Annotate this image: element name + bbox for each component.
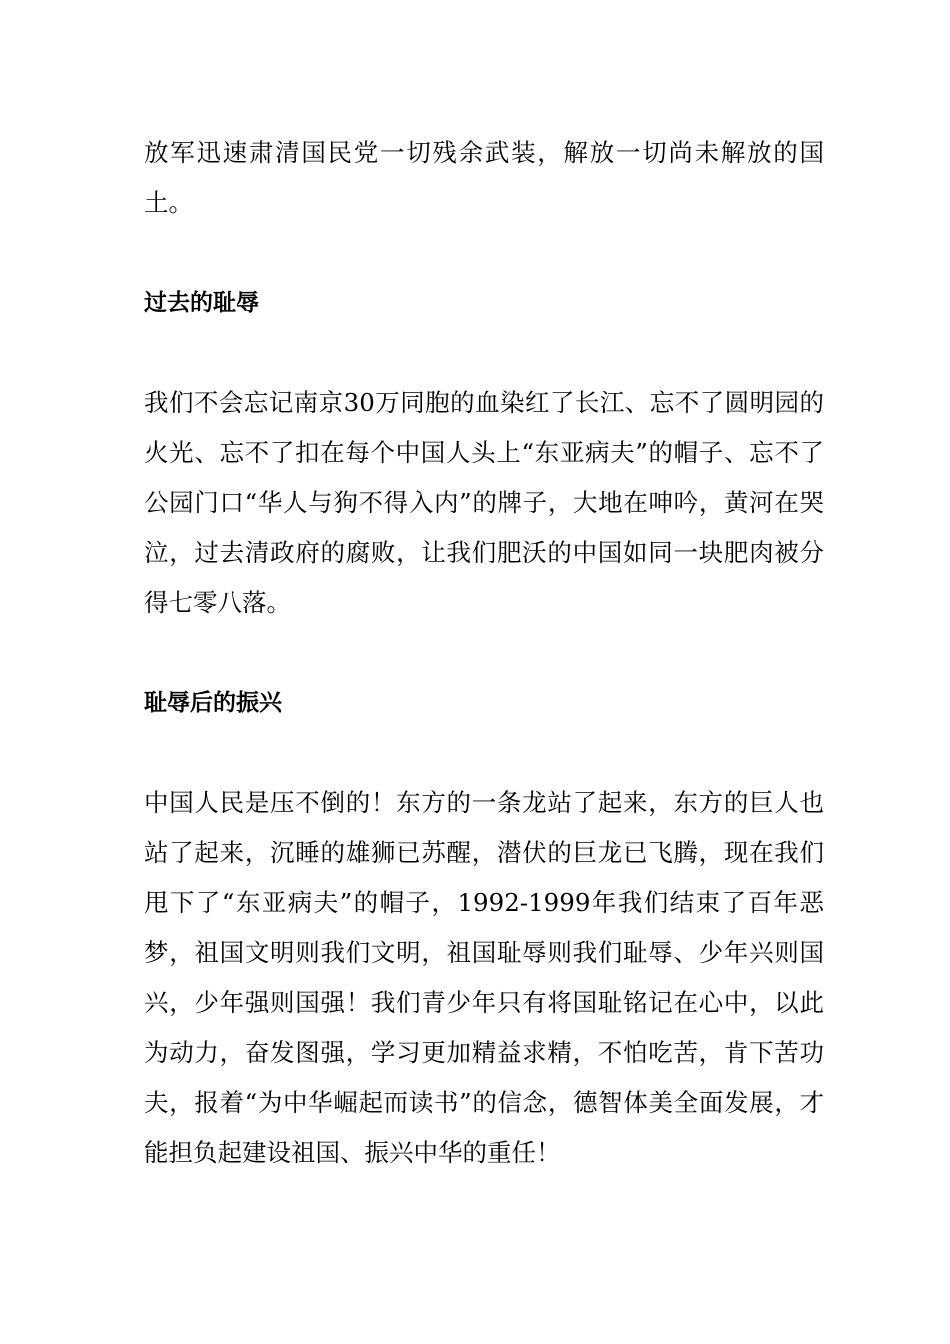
paragraph-revival: 中国人民是压不倒的！东方的一条龙站了起来，东方的巨人也站了起来，沉睡的雄狮已苏醒，潜伏的巨龙已飞腾，现在我们甩下了“东亚病夫”的帽子，1992-1999年我们结束了百年恶梦，祖国文明则我们文明，祖国耻辱则我们耻辱、少年兴则国兴，少年强则国强！我们青少年只有将国耻铭记在心中，以此为动力，奋发图强，学习更加精益求精，不怕吃苦，肯下苦功夫，报着“为中华崛起而读书”的信念，德智体美全面发展，才能担负起建设祖国、振兴中华的重任！: [144, 788, 824, 1167]
paragraph-spacer: [144, 328, 824, 378]
section-heading-revival: 耻辱后的振兴: [144, 690, 282, 716]
paragraph-spacer: [144, 228, 824, 278]
paragraph-liberation: 放军迅速肃清国民党一切残余武装，解放一切尚未解放的国土。: [144, 138, 824, 217]
paragraph-past-humiliation: 我们不会忘记南京30万同胞的血染红了长江、忘不了圆明园的火光、忘不了扣在每个中国人头上“东亚病夫”的帽子、忘不了公园门口“华人与狗不得入内”的牌子，大地在呻吟，黄河在哭泣，过去清政府的腐败，让我们肥沃的中国如同一块肥肉被分得七零八落。: [144, 388, 824, 617]
paragraph-spacer: [144, 728, 824, 778]
paragraph-spacer: [144, 628, 824, 678]
document-page: [144, 128, 824, 1178]
section-heading-past-humiliation: 过去的耻辱: [144, 290, 259, 316]
